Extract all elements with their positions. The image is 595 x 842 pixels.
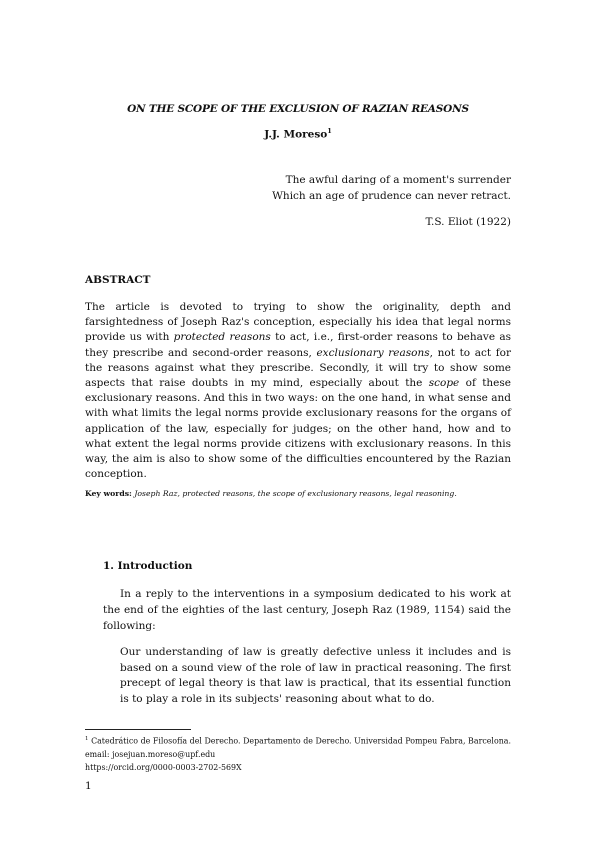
abstract-heading: ABSTRACT [85, 274, 151, 286]
footnote-orcid-link[interactable]: https://orcid.org/0000-0003-2702-569X [85, 762, 242, 772]
epigraph-line-2: Which an age of prudence can never retract. [272, 190, 511, 202]
page-number: 1 [85, 780, 92, 792]
block-quote: Our understanding of law is greatly defective unless it includes and is based on a sound view of the role of law in practical reasoning. The first precept of legal theory is that law is practical, that its essential function is to play a role in its subjects' reasoning about what to do. [120, 646, 511, 705]
intro-paragraph: In a reply to the interventions in a symposium dedicated to his work at the end of the eighties of the last century, Joseph Raz (1989, 1154) said the following: [103, 588, 511, 632]
abstract-emphasis-2: exclusionary reasons [316, 346, 430, 359]
abstract-emphasis-3: scope [428, 377, 460, 390]
author-line [85, 127, 511, 141]
abstract-text-4: of these exclusionary reasons. And this in two ways: on the one hand, in what sense and with what limits the legal norms provide exclusionary reasons for the organs of application of the law, especially for judges; on the other hand, how and to what extent the legal norms provide citizens with exclusionary reasons. In this way, the aim is also to show some of the difficulties encountered by the Razian conception. [85, 377, 511, 481]
author-name: J.J. Moreso [264, 128, 328, 141]
footnote-rule [85, 729, 191, 730]
keywords-label: Key words: [85, 489, 132, 498]
abstract-text-2: to act, i.e., first-order reasons to behave as they prescribe and second-order reasons, [85, 331, 511, 359]
epigraph-line-1: The awful daring of a moment's surrender [285, 174, 511, 186]
footnote-mark: 1 [85, 736, 89, 742]
footnote [85, 733, 511, 774]
abstract-emphasis-1: protected reasons [173, 331, 271, 344]
abstract-text-3: , not to act for the reasons against what they prescribe. Secondly, it will try to show some aspects that raise doubts in my mind, especially about the [85, 346, 512, 390]
keywords-end: . [454, 489, 457, 498]
footnote-affiliation [85, 733, 511, 761]
keywords [85, 489, 515, 498]
paper-title: ON THE SCOPE OF THE EXCLUSION OF RAZIAN REASONS [127, 103, 469, 115]
keywords-text: Joseph Raz, protected reasons, the scope of exclusionary reasons, legal reasoning [134, 489, 455, 498]
author-footnote-mark[interactable]: 1 [327, 127, 332, 135]
abstract-body [85, 300, 511, 482]
abstract-text-1: The article is devoted to trying to show the originality, depth and farsightedness of Joseph Raz's conception, especially his idea that legal norms provide us with [85, 301, 511, 344]
epigraph-source: T.S. Eliot (1922) [425, 216, 511, 228]
section-heading: 1. Introduction [103, 560, 193, 572]
epigraph [211, 172, 511, 230]
footnote-text: Catedrático de Filosofía del Derecho. Departamento de Derecho. Universidad Pompeu Fabra, Barcelona. email: josejuan.moreso@upf.edu [85, 736, 511, 759]
